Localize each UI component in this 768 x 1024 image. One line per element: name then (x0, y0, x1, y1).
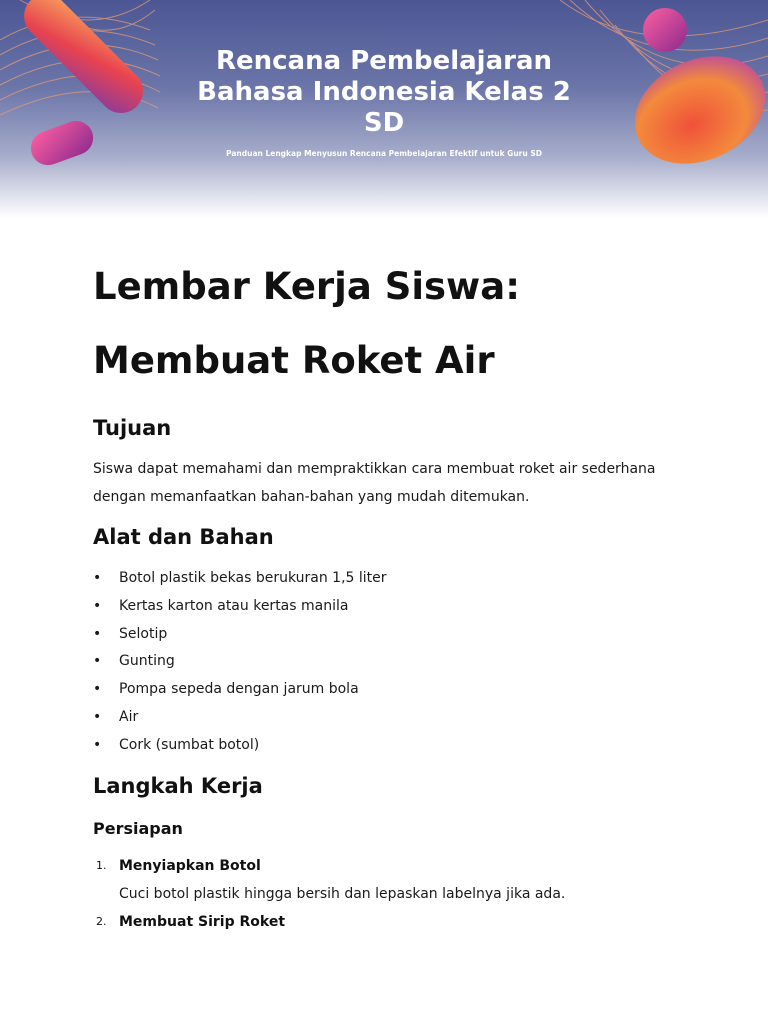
banner-title: Rencana Pembelajaran Bahasa Indonesia Kelas 2 SD (197, 46, 571, 138)
section-heading-alat: Alat dan Bahan (93, 525, 274, 549)
tujuan-text: Siswa dapat memahami dan mempraktikkan cara membuat roket air sederhana dengan memanfaatkan bahan-bahan yang mudah ditemukan. (93, 461, 656, 505)
banner-subtitle: Panduan Lengkap Menyusun Rencana Pembelajaran Efektif untuk Guru SD (226, 149, 542, 158)
page-title-line-1: Lembar Kerja Siswa: (93, 265, 520, 308)
step-number: 2. (96, 914, 107, 928)
step-title: Menyiapkan Botol (119, 857, 261, 874)
step-number: 1. (96, 858, 107, 872)
list-item: • Cork (sumbat botol) (93, 732, 693, 760)
step-title: Membuat Sirip Roket (119, 913, 286, 930)
header-banner (0, 0, 768, 218)
section-heading-tujuan: Tujuan (93, 416, 172, 440)
step-item (93, 908, 693, 936)
steps-list (93, 852, 693, 936)
step-description: Cuci botol plastik hingga bersih dan lepaskan labelnya jika ada. (119, 885, 566, 902)
subheading-persiapan: Persiapan (93, 818, 183, 838)
list-item: • Selotip (93, 621, 693, 649)
list-item: • Air (93, 704, 693, 732)
alat-list (93, 565, 693, 760)
list-item: • Botol plastik bekas berukuran 1,5 liter (93, 565, 693, 593)
step-item (93, 852, 693, 908)
section-heading-langkah: Langkah Kerja (93, 773, 263, 798)
page-title-line-2: Membuat Roket Air (93, 339, 495, 382)
document-body (93, 250, 693, 936)
list-item: • Gunting (93, 648, 693, 676)
list-item: • Pompa sepeda dengan jarum bola (93, 676, 693, 704)
list-item: • Kertas karton atau kertas manila (93, 593, 693, 621)
